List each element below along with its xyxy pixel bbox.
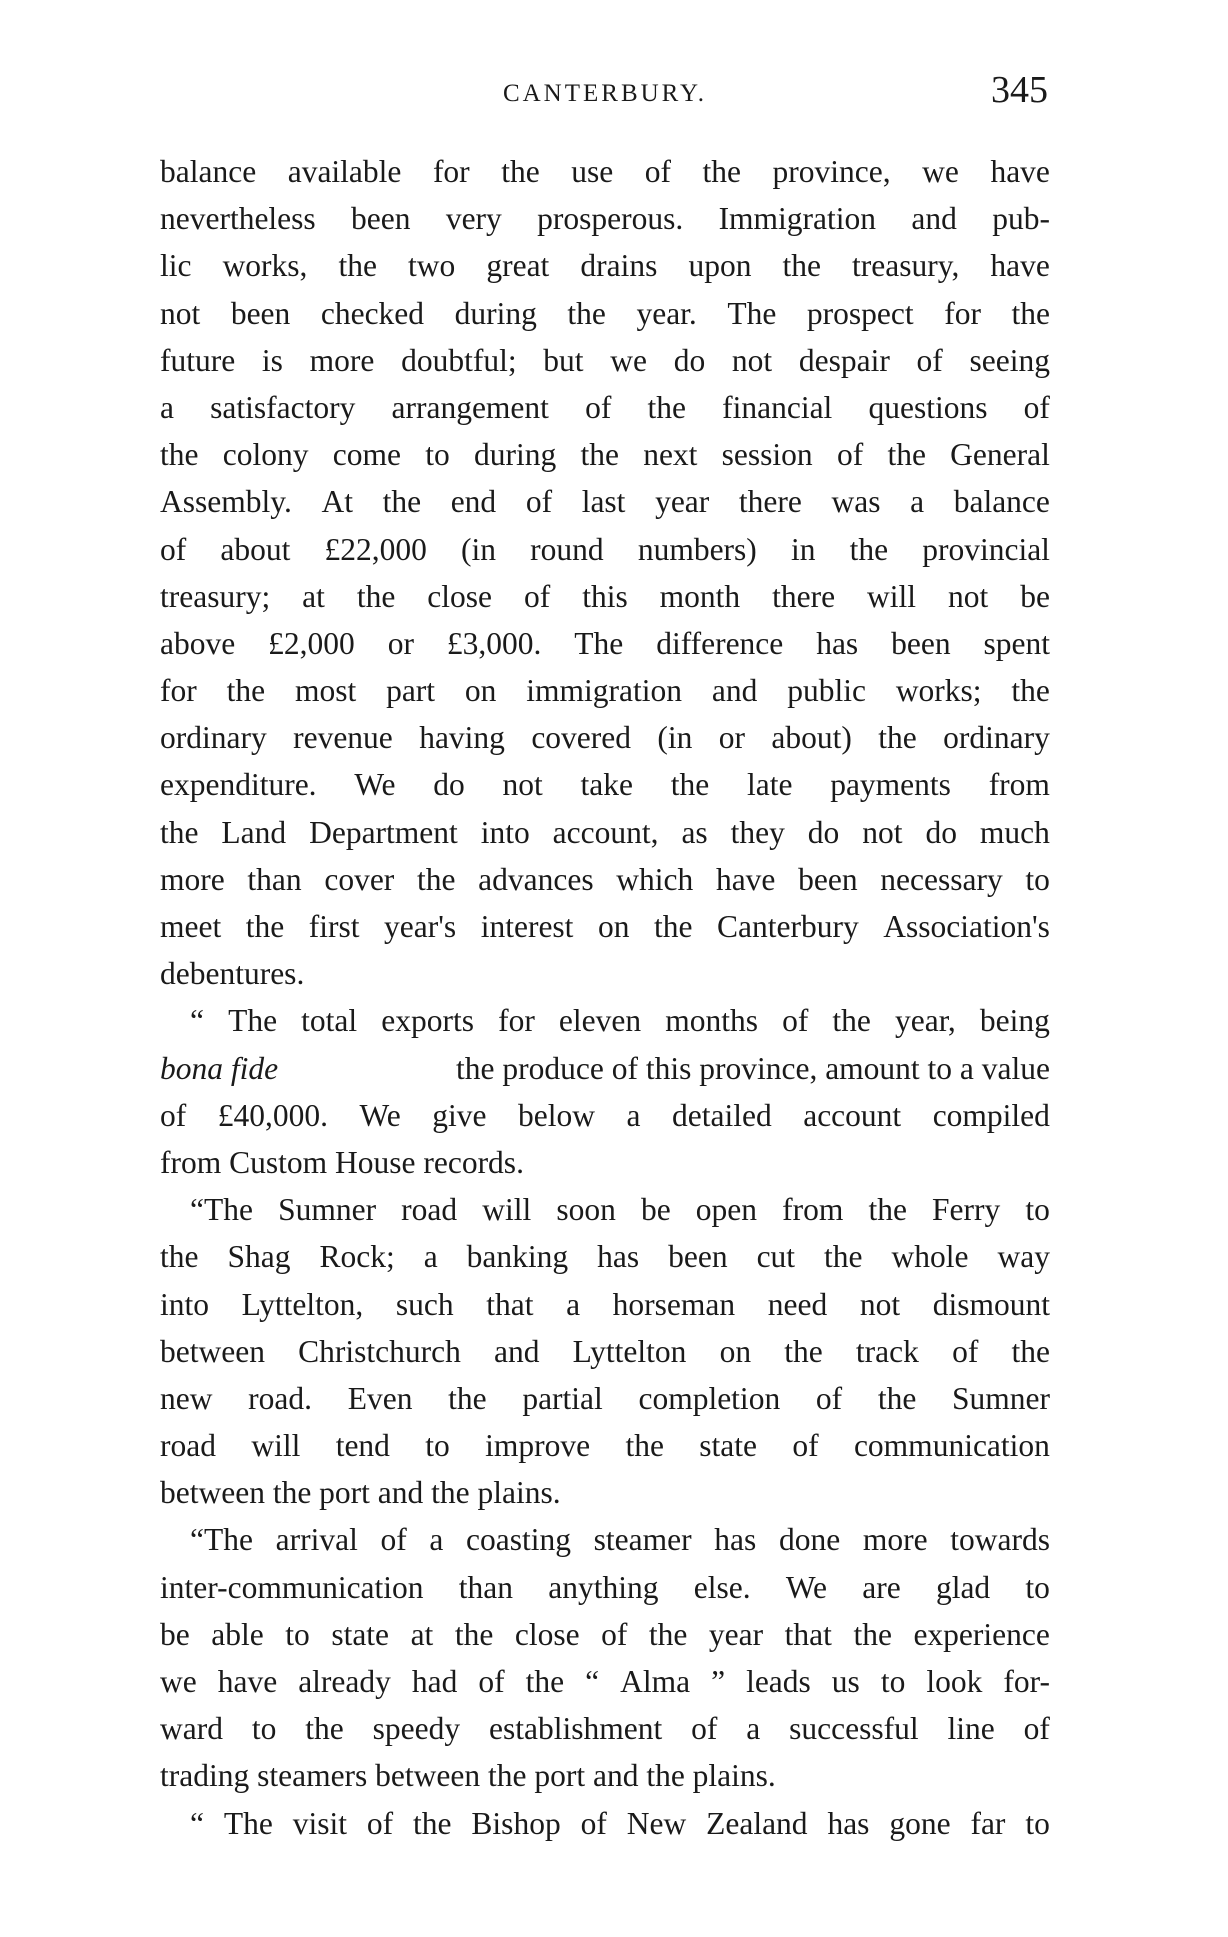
text-line: be able to state at the close of the year that the experience [160, 1616, 1050, 1652]
text-line: new road. Even the partial completion of the Sumner [160, 1380, 1050, 1416]
running-title: CANTERBURY. [502, 80, 708, 107]
text-line: lic works, the two great drains upon the treasury, have [160, 248, 1050, 284]
italic-phrase: bona fide [160, 1050, 279, 1086]
text-line: trading steamers between the port and the plains. [160, 1758, 776, 1794]
text-line: the Land Department into account, as they do not do much [160, 814, 1050, 850]
text-line: “The Sumner road will soon be open from the Ferry to [190, 1192, 1050, 1228]
text-line: ordinary revenue having covered (in or about) the ordinary [160, 720, 1050, 756]
text-line: meet the first year's interest on the Canterbury Association's [160, 909, 1050, 944]
text-line: of £40,000. We give below a detailed account compiled [160, 1097, 1050, 1133]
text-line: not been checked during the year. The prospect for the [160, 295, 1050, 331]
text-line: for the most part on immigration and public works; the [160, 673, 1050, 709]
text-line: “ The visit of the Bishop of New Zealand has gone far to [190, 1805, 1050, 1841]
text-line: Assembly. At the end of last year there was a balance [160, 484, 1050, 520]
text-line: we have already had of the “ Alma ” leads us to look for- [160, 1664, 1050, 1699]
text-line: inter-communication than anything else. We are glad to [160, 1569, 1050, 1605]
text-line [160, 1045, 1050, 1092]
text-line: balance available for the use of the province, we have [160, 154, 1050, 189]
text-line: treasury; at the close of this month there will not be [160, 578, 1050, 614]
text-line: the colony come to during the next session of the General [160, 437, 1050, 473]
text-line: the Shag Rock; a banking has been cut the whole way [160, 1239, 1050, 1275]
text-line: road will tend to improve the state of communication [160, 1428, 1050, 1464]
text-line: between the port and the plains. [160, 1475, 561, 1511]
text-line: between Christchurch and Lyttelton on the track of the [160, 1333, 1050, 1369]
text-line: of about £22,000 (in round numbers) in the provincial [160, 531, 1050, 567]
text-line: into Lyttelton, such that a horseman need not dismount [160, 1286, 1050, 1322]
body-text [160, 148, 1050, 1847]
text-line: more than cover the advances which have been necessary to [160, 861, 1050, 897]
text-line: ward to the speedy establishment of a successful line of [160, 1711, 1050, 1747]
text-line: “The arrival of a coasting steamer has done more towards [190, 1522, 1050, 1558]
page-number: 345 [991, 69, 1048, 111]
page-header [160, 68, 1050, 118]
text-line: above £2,000 or £3,000. The difference has been spent [160, 625, 1050, 661]
text-line: expenditure. We do not take the late payments from [160, 767, 1050, 803]
text-line: a satisfactory arrangement of the financial questions of [160, 389, 1050, 425]
text-line: future is more doubtful; but we do not despair of seeing [160, 342, 1050, 378]
text-line: nevertheless been very prosperous. Immigration and pub- [160, 201, 1050, 237]
text-line: “ The total exports for eleven months of the year, being [190, 1003, 1050, 1039]
text-span: the produce of this province, amount to a value [456, 1050, 1050, 1086]
text-line: from Custom House records. [160, 1144, 524, 1180]
text-line: debentures. [160, 956, 305, 992]
